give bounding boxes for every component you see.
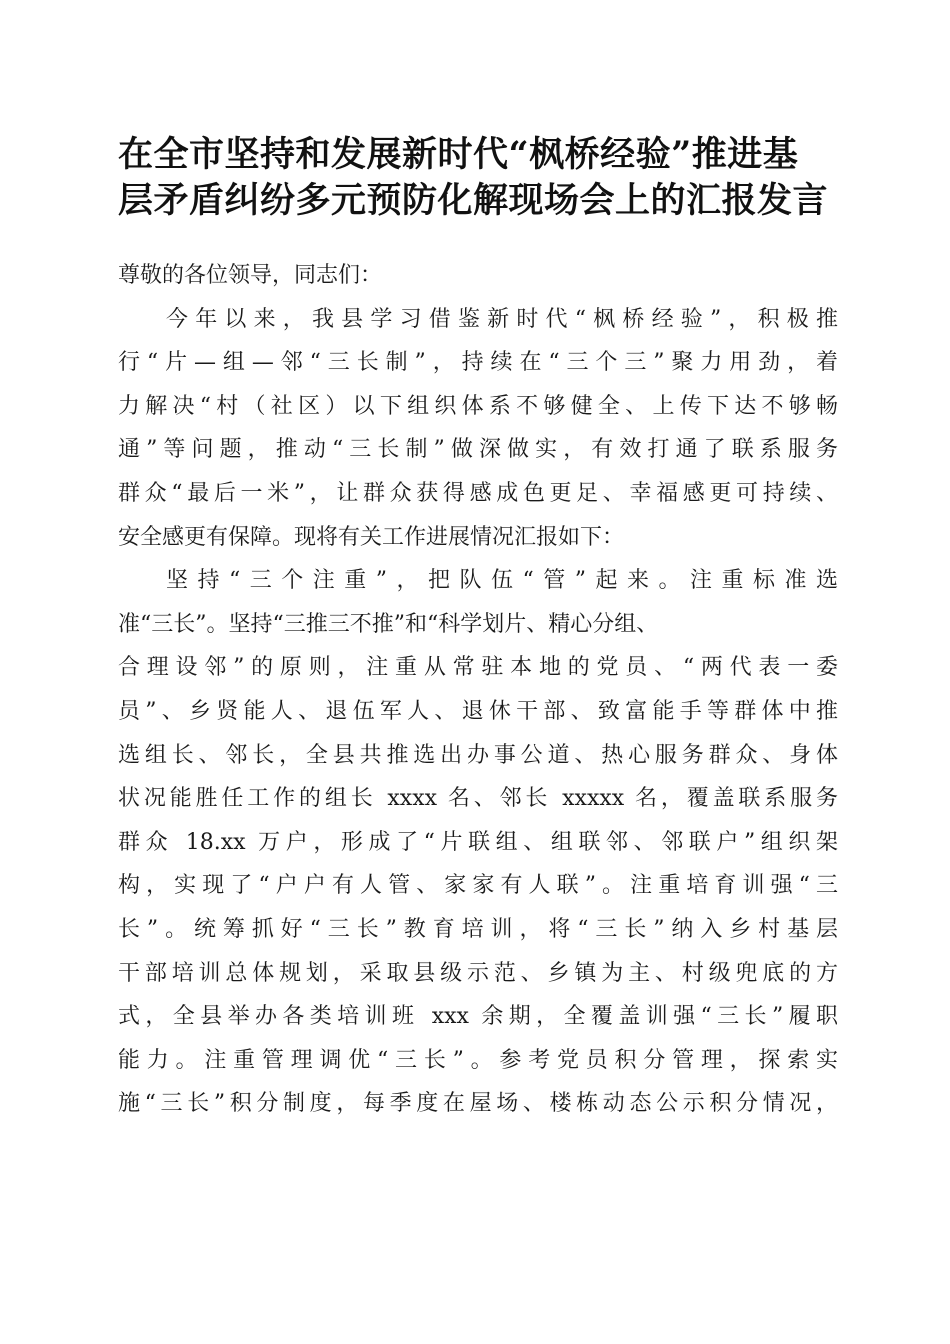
paragraph-2-line: 坚持“三个注重”，把队伍“管”起来。注重标准选 — [166, 568, 838, 594]
paragraph-2-line: 选组长、邻长，全县共推选出办事公道、热心服务群众、身体 — [118, 742, 838, 768]
paragraph-1-line: 力解决“村（社区）以下组织体系不够健全、上传下达不够畅 — [118, 393, 838, 419]
paragraph-2-line: 干部培训总体规划，采取县级示范、乡镇为主、村级兜底的方 — [118, 960, 838, 986]
paragraph-2-line: 构，实现了“户户有人管、家家有人联”。注重培育训强“三 — [118, 873, 838, 899]
paragraph-2-line: 准“三长”。坚持“三推三不推”和“科学划片、精心分组、 — [118, 611, 659, 637]
document-body — [118, 254, 838, 1126]
document-title — [118, 132, 838, 224]
paragraph-2-line: 合理设邻”的原则，注重从常驻本地的党员、“两代表一委 — [118, 655, 838, 681]
paragraph-1-line: 通”等问题，推动“三长制”做深做实，有效打通了联系服务 — [118, 437, 838, 463]
paragraph-2-line: 长”。统筹抓好“三长”教育培训，将“三长”纳入乡村基层 — [118, 916, 838, 942]
paragraph-2-line: 式，全县举办各类培训班 xxx 余期，全覆盖训强“三长”履职 — [118, 1004, 838, 1030]
paragraph-1-line: 今年以来，我县学习借鉴新时代“枫桥经验”，积极推 — [166, 306, 838, 332]
paragraph-1-line: 行“片—组—邻“三长制”，持续在“三个三”聚力用劲，着 — [118, 350, 838, 376]
paragraph-1-line: 群众“最后一米”，让群众获得感成色更足、幸福感更可持续、 — [118, 480, 838, 506]
paragraph-2-line: 状况能胜任工作的组长 xxxx 名、邻长 xxxxx 名，覆盖联系服务 — [118, 786, 838, 812]
paragraph-1-line: 安全感更有保障。现将有关工作进展情况汇报如下： — [118, 524, 625, 550]
title-line-2: 层矛盾纠纷多元预防化解现场会上的汇报发言 — [118, 180, 829, 221]
paragraph-2-line: 员”、乡贤能人、退伍军人、退休干部、致富能手等群体中推 — [118, 698, 838, 724]
paragraph-2-line: 群众 18.xx 万户，形成了“片联组、组联邻、邻联户”组织架 — [118, 829, 838, 855]
salutation: 尊敬的各位领导，同志们： — [118, 263, 383, 288]
paragraph-2-line: 施“三长”积分制度，每季度在屋场、楼栋动态公示积分情况， — [118, 1091, 838, 1117]
title-line-1: 在全市坚持和发展新时代“枫桥经验”推进基 — [118, 134, 799, 175]
paragraph-2-line: 能力。注重管理调优“三长”。参考党员积分管理，探索实 — [118, 1047, 838, 1073]
